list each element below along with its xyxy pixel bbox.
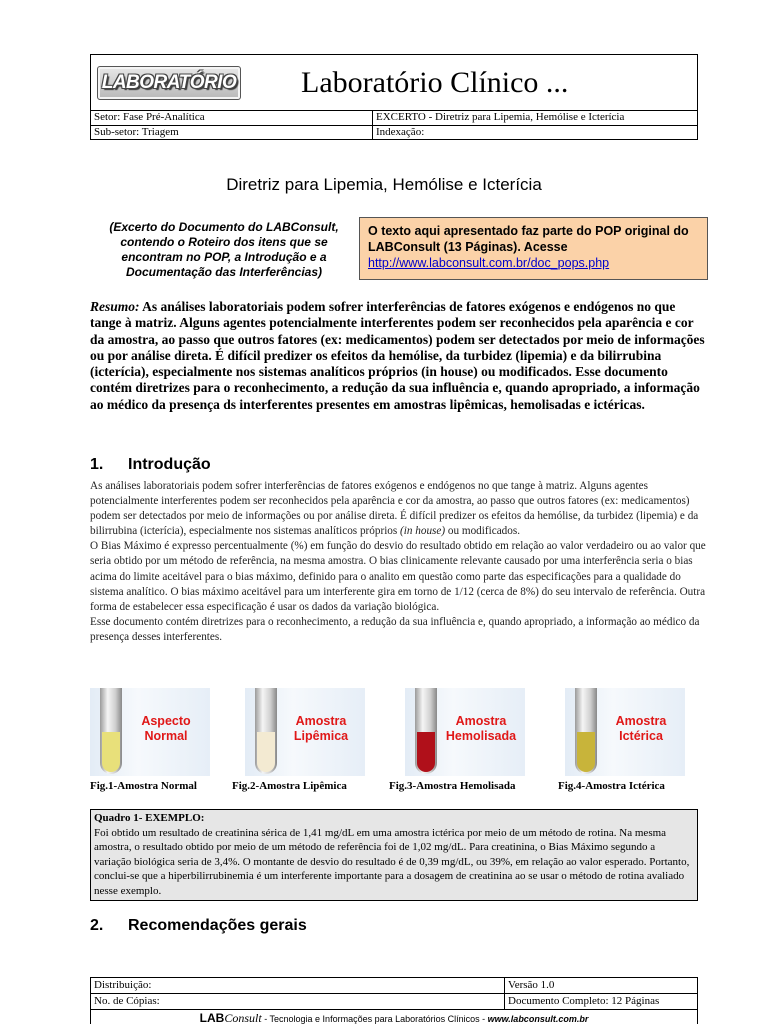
figure-label-line2: Normal bbox=[144, 729, 188, 743]
tube-fill-icterica bbox=[577, 732, 595, 772]
figure-icterica bbox=[565, 688, 685, 776]
footer-row-copias bbox=[91, 994, 697, 1010]
distribuicao-cell: Distribuição: bbox=[91, 978, 505, 993]
header-row-setor bbox=[91, 111, 697, 125]
header-top-row bbox=[91, 55, 697, 111]
figure-label-line2: Ictérica bbox=[619, 729, 663, 743]
logo-cell bbox=[91, 55, 281, 110]
figure-label-line1: Amostra bbox=[295, 714, 347, 728]
sample-figures bbox=[90, 688, 712, 778]
brand-lab: LAB bbox=[199, 1011, 225, 1024]
pops-link[interactable]: http://www.labconsult.com.br/doc_pops.php bbox=[368, 256, 610, 270]
header-title: Laboratório Clínico ... bbox=[301, 65, 569, 99]
figure-normal bbox=[90, 688, 210, 776]
figure-hemolisada bbox=[405, 688, 525, 776]
document-header bbox=[90, 54, 698, 140]
intro-paragraph-1 bbox=[90, 479, 712, 539]
section-title: Introdução bbox=[128, 456, 211, 473]
figure-label-line2: Hemolisada bbox=[445, 729, 517, 743]
tube-icon bbox=[255, 688, 277, 774]
figure-caption-2: Fig.2-Amostra Lipêmica bbox=[232, 780, 347, 792]
figure-lipemica bbox=[245, 688, 365, 776]
footer-tagline: - Tecnologia e Informações para Laboratórios Clínicos - bbox=[261, 1014, 488, 1024]
resumo-label: Resumo: bbox=[90, 299, 140, 314]
tube-fill-hemolisada bbox=[417, 732, 435, 772]
figure-caption-3: Fig.3-Amostra Hemolisada bbox=[389, 780, 516, 792]
document-title: Diretriz para Lipemia, Hemólise e Icterícia bbox=[226, 175, 542, 194]
intro-p1-italic: (in house) bbox=[400, 525, 446, 538]
quadro-text: Foi obtido um resultado de creatinina sérica de 1,41 mg/dL em uma amostra ictérica por meio de um método de rotina. Na mesma amostra, o resultado obtido por meio de um método de referência foi de 1,02 mg/dL. Para creatinina, o Bias Máximo segundo a variação biológica seria de 3,4%. O montante de desvio do resultado é de 0,39 mg/dL, ou 39%, em relação ao valor esperado. Portanto, conclui-se que a hiperbilirrubinemia é um interferente importante para a dosagem de creatinina ao se usar o método de rotina avaliado nesse exemplo. bbox=[94, 826, 690, 897]
figure-label bbox=[281, 714, 361, 744]
documento-cell: Documento Completo: 12 Páginas bbox=[508, 995, 660, 1007]
section-heading-recomendacoes bbox=[90, 917, 307, 935]
brand-consult: Consult bbox=[224, 1011, 262, 1024]
figure-caption-4: Fig.4-Amostra Ictérica bbox=[558, 780, 665, 792]
intro-paragraph-3: Esse documento contém diretrizes para o reconhecimento, a redução da sua influência e, quando apropriado, a informação ao médico da presença desses interferentes. bbox=[90, 615, 700, 643]
tube-icon bbox=[575, 688, 597, 774]
figure-label-line1: Amostra bbox=[455, 714, 507, 728]
tube-icon bbox=[100, 688, 122, 774]
footer-row-distribuicao bbox=[91, 978, 697, 994]
tube-fill-normal bbox=[102, 732, 120, 772]
document-footer bbox=[90, 977, 698, 1024]
intro-p1-text: As análises laboratoriais podem sofrer interferências de fatores exógenos e endógenos no que tange à matriz. Alguns agentes potencialmente interferentes podem ser reconhecidos pela aparência e cor da amostra, ao passo que outros fatores (ex: medicamentos) podem ser detectados por meio de informações ou por análise direta. É difícil predizer os efeitos da hemólise, da turbidez (lipemia) e da bilirrubina (icterícia), especialmente nos sistemas analíticos próprios bbox=[90, 480, 699, 538]
excerpt-note: (Excerto do Documento do LABConsult, contendo o Roteiro dos itens que se encontram no POP, a Introdução e a Documentação das Interferências) bbox=[109, 220, 339, 279]
section-title: Recomendações gerais bbox=[128, 917, 307, 934]
intro-paragraph-2: O Bias Máximo é expresso percentualmente (%) em função do desvio do resultado obtido em relação ao valor verdadeiro ou ao valor que seria obtido por um método de referência, na mesma amostra. O bias clinicamente relevante causado por uma interferência seria o bias acima do limite aceitável para o bias máximo, definido para o analito em questão como parte das especificações para a qualidade do sistema analítico. O bias máximo aceitável para um interferente gira em torno de 1/12 (cerca de 8%) do seu intervalo de referência. Outra forma de estabelecer essa especificação é usar os dados da variação biológica. bbox=[90, 540, 706, 613]
section-number: 2. bbox=[90, 917, 104, 934]
excerto-cell: EXCERTO - Diretriz para Lipemia, Hemólise e Icterícia bbox=[376, 111, 625, 123]
resumo-text: As análises laboratoriais podem sofrer interferências de fatores exógenos e endógenos no que tange à matriz. Alguns agentes potencialmente interferentes podem ser reconhecidos pela aparência e cor da amostra, ao passo que outros fatores (ex: medicamentos) podem ser detectados por meio de informações ou por análise direta. É difícil predizer os efeitos da hemólise, da turbidez (lipemia) e da bilirrubina (icterícia), especialmente nos sistemas analíticos próprios (in house) ou modificados. Esse documento contém diretrizes para o reconhecimento, a redução da sua influência e, quando apropriado, a informação ao médico da presença ds interferentes presentes em amostras lipêmicas, hemolisadas e ictéricas. bbox=[90, 299, 705, 412]
figure-label-line1: Amostra bbox=[615, 714, 667, 728]
indexacao-cell: Indexação: bbox=[376, 126, 425, 138]
section-heading-introducao bbox=[90, 456, 211, 474]
subsetor-cell: Sub-setor: Triagem bbox=[91, 126, 373, 139]
figure-caption-1: Fig.1-Amostra Normal bbox=[90, 780, 197, 792]
promo-box bbox=[359, 217, 708, 280]
quadro-title: Quadro 1- EXEMPLO: bbox=[94, 812, 205, 824]
figure-label-line1: Aspecto bbox=[141, 714, 191, 728]
figure-label bbox=[601, 714, 681, 744]
figure-label-line2: Lipêmica bbox=[293, 729, 349, 743]
resumo-paragraph bbox=[90, 299, 710, 413]
figure-label bbox=[126, 714, 206, 744]
footer-url[interactable]: www.labconsult.com.br bbox=[487, 1014, 589, 1024]
footer-credit bbox=[91, 1010, 697, 1024]
introducao-body bbox=[90, 479, 712, 645]
section-number: 1. bbox=[90, 456, 104, 473]
logo-text: LABORATÓRIO bbox=[101, 71, 237, 93]
labconsult-brand bbox=[200, 1011, 262, 1024]
versao-cell: Versão 1.0 bbox=[508, 979, 555, 991]
tube-fill-lipemica bbox=[257, 732, 275, 772]
quadro-exemplo bbox=[90, 809, 698, 901]
figure-label bbox=[441, 714, 521, 744]
header-row-subsetor bbox=[91, 125, 697, 139]
setor-cell: Setor: Fase Pré-Analítica bbox=[91, 111, 373, 125]
promo-text: O texto aqui apresentado faz parte do POP original do LABConsult (13 Páginas). Acesse bbox=[368, 224, 689, 254]
copias-cell: No. de Cópias: bbox=[91, 994, 505, 1009]
tube-icon bbox=[415, 688, 437, 774]
laboratorio-logo bbox=[97, 66, 241, 100]
intro-p1-end: ou modificados. bbox=[445, 525, 520, 538]
